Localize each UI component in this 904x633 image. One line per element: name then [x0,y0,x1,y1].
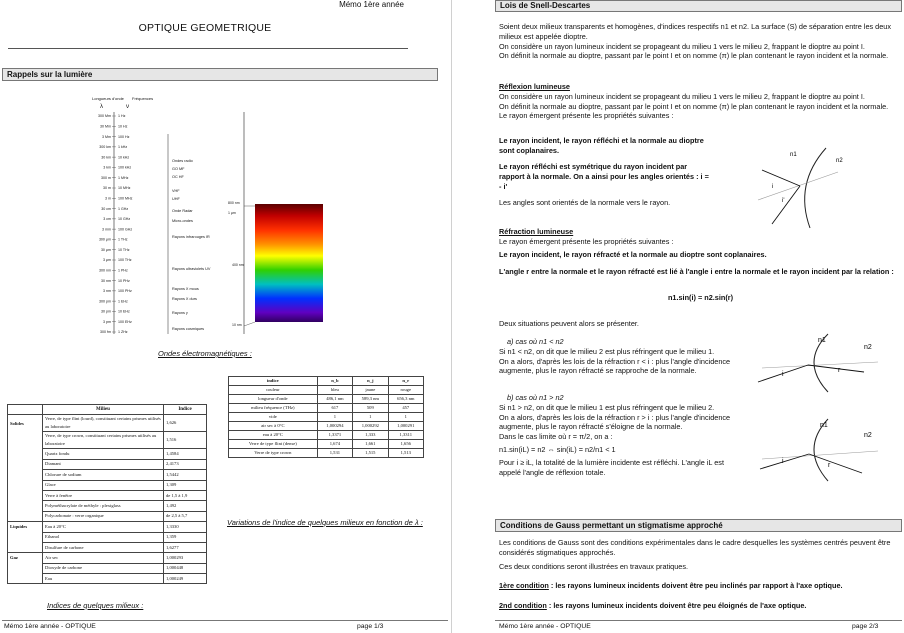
variation-cell: 1,656 [388,440,423,449]
wavelength-tick-label: 3 μm [102,258,111,263]
intro-paragraph-2: On considère un rayon lumineux incident se propageant du milieu 1 vers le milieu 2, frappant le dioptre au point I. [499,41,865,51]
intro-paragraph-3: On définit la normale au dioptre, passant par le point I et on nomme (π) le plan contenant le rayon incident et la normale. [499,51,889,61]
wavelength-tick-label: 3 cm [103,217,111,222]
index-category [8,542,43,552]
n2-label: n2 [836,158,843,164]
index-medium: Verre, de type flint (lourd), constituant certains prismes utilisés au laboratoire [43,415,164,432]
index-category [8,511,43,521]
index-category [8,574,43,584]
normal-line-a [762,362,878,368]
table-row [8,563,207,573]
variation-row-label: vide [229,413,318,422]
condition-2-text: : les rayons lumineux incidents doivent être peu éloignés de l'axe optique. [546,601,807,610]
title-rule [8,48,408,49]
i-label: i [772,184,774,190]
spectrum-svg [92,94,332,344]
right-page [452,0,904,633]
index-medium: Disulfure de carbone [43,542,164,552]
frequency-tick-label: 100 THz [118,258,132,263]
visible-limit-label: 400 nm [232,263,244,267]
variation-cell: 656,3 nm [388,395,423,404]
index-category: Liquides [8,522,43,532]
variation-cell: n_r [388,377,423,386]
index-value: de 1,5 à 1,9 [164,490,207,500]
variation-cell: n_b [317,377,352,386]
variation-row-label: Verre de type flint (dense) [229,440,318,449]
frequency-tick-label: 1 GHz [118,206,129,211]
index-medium: Ethanol [43,532,164,542]
wavelength-tick-label: 30 m [103,186,111,191]
index-medium: Air sec [43,553,164,563]
index-header-milieu: Milieu [43,405,164,415]
wavelength-tick-label: 300 nm [99,268,111,273]
wavelength-tick-label: 30 km [101,155,111,160]
variation-row-label: longueur d'onde [229,395,318,404]
snell-intro [499,22,902,61]
wavelength-tick-label: 30 nm [101,278,111,283]
refraction-bold-2: L'angle r entre la normale et le rayon réfracté est lié à l'angle i entre la normale et le rayon incident par la relation : [499,267,894,276]
table-row [8,511,207,521]
case-b-paragraph-4: Pour i ≥ iL, la totalité de la lumière incidente est réfléchi. L'angle iL est appelé l'angle de réflexion totale. [499,457,724,477]
frequency-tick-label: 10 PHz [118,278,130,283]
variation-cell: 1,000291 [388,422,423,431]
table-row [229,386,424,395]
wavelength-tick-label: 300 fm [100,330,111,335]
index-value: 1,492 [164,501,207,511]
index-category [8,501,43,511]
refraction-title: Réfraction lumineuse [499,227,574,236]
spectrum-band-label: Rayons cosmiques [172,327,205,331]
frequency-tick-label: 1 MHz [118,175,129,180]
index-medium: Verre, de type crown, constituant certains prismes utilisés au laboratoire [43,432,164,449]
n2-label-b: n2 [864,432,872,439]
table-row [229,422,424,431]
wavelength-tick-label: 3 km [103,165,111,170]
case-b-paragraph-3: Dans le cas limite où r = π/2, on a : [499,432,613,442]
table-row [229,440,424,449]
index-medium: Eau [43,574,164,584]
lambda-symbol: λ [100,104,103,110]
spectrum-band-label: GO MF [172,167,185,171]
index-category: Solides [8,415,43,432]
frequency-tick-label: 1 THz [118,237,128,242]
table-row [8,449,207,459]
section-title-rappels: Rappels sur la lumière [2,68,438,81]
variation-cell: 509 [353,404,388,413]
index-medium: Glace [43,480,164,490]
spectrum-header-frequency: Fréquences [132,96,154,101]
footer-left-title: Mémo 1ère année - OPTIQUE [4,623,96,630]
refraction-diagram-b [752,415,882,483]
case-a-block [499,337,739,376]
spectrum-band-label: Rayons ultraviolets UV [172,267,211,271]
spectrum-band-label: Rayons γ [172,311,188,315]
frequency-tick-label: 10 Hz [118,124,128,129]
variation-cell: 1,000292 [353,422,388,431]
index-header-indice: Indice [164,405,207,415]
variation-cell: 589,3 nm [353,395,388,404]
index-value: 1,000249 [164,574,207,584]
variation-cell: 1 [353,413,388,422]
frequency-tick-label: 100 PHz [118,289,132,294]
wavelength-tick-label: 3 mm [102,227,111,232]
footer-rule-right [495,620,902,621]
footer-right-page: page 2/3 [852,623,879,630]
index-value: 1,626 [164,415,207,432]
index-value: 1,000448 [164,563,207,573]
index-category [8,563,43,573]
spectrum-header-wavelength: Longueurs d'onde [92,96,124,101]
table-row [229,449,424,458]
n1-label: n1 [790,152,797,158]
condition-1-label: 1ère condition [499,581,549,590]
variation-row-label: air sec à 0°C [229,422,318,431]
index-medium: Dioxyde de carbone [43,563,164,573]
case-b-title: b) cas où n1 > n2 [507,393,564,402]
variation-row-label: Verre de type crown [229,449,318,458]
spectrum-band-label: Rayons infrarouges IR [172,235,210,239]
spectrum-figure [92,94,332,344]
frequency-tick-label: 1 EHz [118,299,128,304]
variation-cell: 1,3311 [388,431,423,440]
gauss-block [499,538,902,571]
variation-row-label: eau à 20°C [229,431,318,440]
frequency-tick-label: 10 MHz [118,186,131,191]
table-row [229,413,424,422]
spectrum-band-label: OC HF [172,175,184,179]
case-b-paragraph-1: Si n1 > n2, on dit que le milieu 1 est plus réfringent que le milieu 2. [499,402,715,412]
index-value: 1,309 [164,480,207,490]
index-category [8,459,43,469]
reflected-ray [772,186,800,224]
section-title-snell: Lois de Snell-Descartes [495,0,902,12]
variation-cell: rouge [388,386,423,395]
refracted-ray-a [808,365,864,372]
n2-label-a: n2 [864,344,872,351]
memo-header: Mémo 1ère année [339,0,404,9]
dioptre-curve [805,148,826,228]
index-value: 1,000293 [164,553,207,563]
variation-row-label: milieu fréquence (THz) [229,404,318,413]
index-table-corner [8,405,43,415]
reflexion-bold-2: Le rayon réfléchi est symétrique du rayon incident par rapport à la normale. On a ainsi pour les angles orientés : i = - i' [499,162,709,191]
variation-cell: n_j [353,377,388,386]
spectrum-band-label: UHF [172,197,180,201]
frequency-tick-label: 100 GHz [118,227,133,232]
index-medium: Eau à 20°C [43,522,164,532]
r-label-a: r [838,367,841,374]
r-label-b: r [828,462,831,469]
incident-ray-b [760,454,809,469]
table-row [229,377,424,386]
index-table [7,404,207,584]
index-value: 1,3330 [164,522,207,532]
variation-cell: 1,661 [353,440,388,449]
refraction-diagram-a [752,332,882,394]
frequency-tick-label: 100 EHz [118,319,132,324]
variation-cell: 1,674 [317,440,352,449]
reflexion-paragraph-2: On définit la normale au dioptre, passant par le point I et on nomme (π) le plan contenant le rayon incident et la normale. [499,101,889,111]
snell-formula: n1.sin(i) = n2.sin(r) [667,293,734,302]
variation-cell: jaune [353,386,388,395]
wavelength-tick-label: 300 Mm [98,114,111,119]
frequency-tick-label: 100 kHz [118,165,132,170]
wavelength-tick-label: 300 km [99,145,111,150]
condition-1-text: : les rayons lumineux incidents doivent être peu inclinés par rapport à l'axe optique. [548,581,843,590]
section-title-gauss: Conditions de Gauss permettant un stigmatisme approché [495,519,902,532]
table-row [8,470,207,480]
reflexion-bold-1: Le rayon incident, le rayon réfléchi et la normale au dioptre sont coplanaires. [499,136,704,155]
visible-limit-label: 800 nm [228,201,240,205]
normal-line [758,172,838,200]
incident-ray [762,170,800,186]
n1-label-a: n1 [818,337,826,344]
refraction-block [499,227,902,247]
wavelength-tick-label: 30 cm [101,206,111,211]
variation-row-label: indice [229,377,318,386]
case-b-paragraph-2: On a alors, d'après les lois de la réfraction r > i : plus l'angle d'incidence augmente, plus le rayon réfracté s'éloigne de la normale. [499,412,731,432]
reflexion-paragraph-3: Le rayon émergent présente les propriétés suivantes : [499,111,674,121]
index-category [8,470,43,480]
variation-cell: 1 [317,413,352,422]
index-value: 1,516 [164,432,207,449]
frequency-tick-label: 100 Hz [118,134,130,139]
spectrum-band-label: Rayons X durs [172,297,197,301]
table-row [8,459,207,469]
frequency-tick-label: 10 GHz [118,217,131,222]
variation-cell: 457 [388,404,423,413]
variation-cell: 1 [388,413,423,422]
case-a-title: a) cas où n1 < n2 [507,337,564,346]
spectrum-caption: Ondes électromagnétiques : [158,349,252,358]
wavelength-tick-label: 3 Mm [102,134,111,139]
variation-row-label: couleur [229,386,318,395]
i-prime-label: i' [782,198,785,204]
wavelength-tick-label: 300 m [101,175,111,180]
case-b-formula: n1.sin(iL) = n2 ⇔ sin(iL) = n2/n1 < 1 [499,444,616,454]
index-category [8,449,43,459]
table-row [8,501,207,511]
index-medium: Polyméthacrylate de méthyle : plexiglass [43,501,164,511]
variation-caption: Variations de l'indice de quelques milieux en fonction de λ : [227,518,423,527]
variation-cell: 617 [317,404,352,413]
gauss-condition-2 [499,601,902,611]
i-label-b: i [782,458,784,465]
page-title: OPTIQUE GEOMETRIQUE [138,22,272,34]
condition-2-label: 2nd condition [499,601,547,610]
index-medium: Polycarbonate : verre organique [43,511,164,521]
table-row [8,542,207,552]
footer-right-title: Mémo 1ère année - OPTIQUE [499,623,591,630]
wavelength-tick-label: 300 μm [98,237,111,242]
variation-cell: 486,1 nm [317,395,352,404]
wavelength-tick-label: 3 nm [103,289,111,294]
reflexion-diagram [748,144,858,230]
variation-cell: 1,000294 [317,422,352,431]
table-row [229,431,424,440]
visible-limit-label: 1 µm [228,211,236,215]
gauss-condition-1 [499,581,902,591]
frequency-tick-label: 100 MHz [118,196,133,201]
variation-cell: bleu [317,386,352,395]
index-medium: Verre à fenêtre [43,490,164,500]
spectrum-band-label: Ondes radio [172,159,193,163]
table-row [8,574,207,584]
variation-cell: 1,513 [388,449,423,458]
case-b-block [499,393,739,477]
gauss-paragraph-1: Les conditions de Gauss sont des conditions expérimentales dans le cadre desquelles les systèmes centrés peuvent être considérés stigmatiques approchés. [499,538,891,557]
table-row [8,432,207,449]
variation-cell: 1,333 [353,431,388,440]
frequency-tick-label: 1 kHz [118,145,128,150]
wavelength-tick-label: 300 pm [99,299,111,304]
index-category [8,480,43,490]
index-category [8,532,43,542]
index-value: 1,4584 [164,449,207,459]
frequency-tick-label: 1 PHz [118,268,128,273]
index-value: 1,5442 [164,470,207,480]
reflexion-title: Réflexion lumineuse [499,82,570,91]
frequency-tick-label: 10 EHz [118,309,130,314]
wavelength-tick-label: 30 pm [101,309,111,314]
gauss-paragraph-2: Ces deux conditions seront illustrées en travaux pratiques. [499,561,689,571]
index-value: 1,359 [164,532,207,542]
index-caption: Indices de quelques milieux : [47,601,144,610]
two-cases-text: Deux situations peuvent alors se présenter. [499,319,639,328]
index-value: de 2,5 à 5,7 [164,511,207,521]
table-row [8,490,207,500]
wavelength-tick-label: 3 m [105,196,111,201]
reflexion-paragraph-4: Les angles sont orientés de la normale vers le rayon. [499,198,671,207]
spectrum-band-label: Onde Radar [172,209,193,213]
nu-symbol: ν [126,104,129,110]
n1-label-b: n1 [820,422,828,429]
footer-rule-left [2,620,448,621]
index-category [8,490,43,500]
index-medium: Diamant [43,459,164,469]
index-medium: Quartz fondu [43,449,164,459]
index-value: 1,6277 [164,542,207,552]
wavelength-tick-label: 30 Mm [100,124,111,129]
frequency-tick-label: 10 kHz [118,155,130,160]
intro-paragraph-1: Soient deux milieux transparents et homogènes, d'indices respectifs n1 et n2. La surface (S) de séparation entre les deux milieux est appelée dioptre. [499,22,892,41]
visible-spectrum [255,204,323,322]
table-row [8,480,207,490]
variation-cell: 1,515 [353,449,388,458]
wavelength-tick-label: 3 pm [103,319,111,324]
variation-cell: 1,3371 [317,431,352,440]
variation-table [228,376,424,458]
frequency-tick-label: 1 Hz [118,114,126,119]
footer-left-page: page 1/3 [357,623,384,630]
spectrum-band-label: Rayons X mous [172,287,199,291]
i-label-a: i [782,371,784,378]
frequency-tick-label: 1 ZHz [118,330,128,335]
variation-cell: 1,531 [317,449,352,458]
case-a-paragraph-2: On a alors, d'après les lois de la réfraction r < i : plus l'angle d'incidence augmente, plus le rayon réfracté se rapproche de la normale. [499,356,731,376]
table-row [229,395,424,404]
refraction-paragraph-1: Le rayon émergent présente les propriétés suivantes : [499,236,674,246]
visible-limit-label: 10 nm [232,323,242,327]
wavelength-tick-label: 30 μm [100,247,111,252]
table-row [8,415,207,432]
reflexion-block [499,82,902,121]
table-row [8,553,207,563]
index-category: Gaz [8,553,43,563]
spectrum-band-label: Micro-ondes [172,219,193,223]
frequency-tick-label: 10 THz [118,247,130,252]
refraction-bold-1: Le rayon incident, le rayon réfracté et la normale au dioptre sont coplanaires. [499,250,767,259]
table-row [8,532,207,542]
index-category [8,432,43,449]
case-a-paragraph-1: Si n1 < n2, on dit que le milieu 2 est plus réfringent que le milieu 1. [499,346,715,356]
index-value: 2,4173 [164,459,207,469]
table-row [229,404,424,413]
table-row [8,522,207,532]
spectrum-band-label: VHF [172,189,180,193]
index-medium: Chlorure de sodium [43,470,164,480]
reflexion-paragraph-1: On considère un rayon lumineux incident se propageant du milieu 1 vers le milieu 2, frappant le dioptre au point I. [499,91,865,101]
